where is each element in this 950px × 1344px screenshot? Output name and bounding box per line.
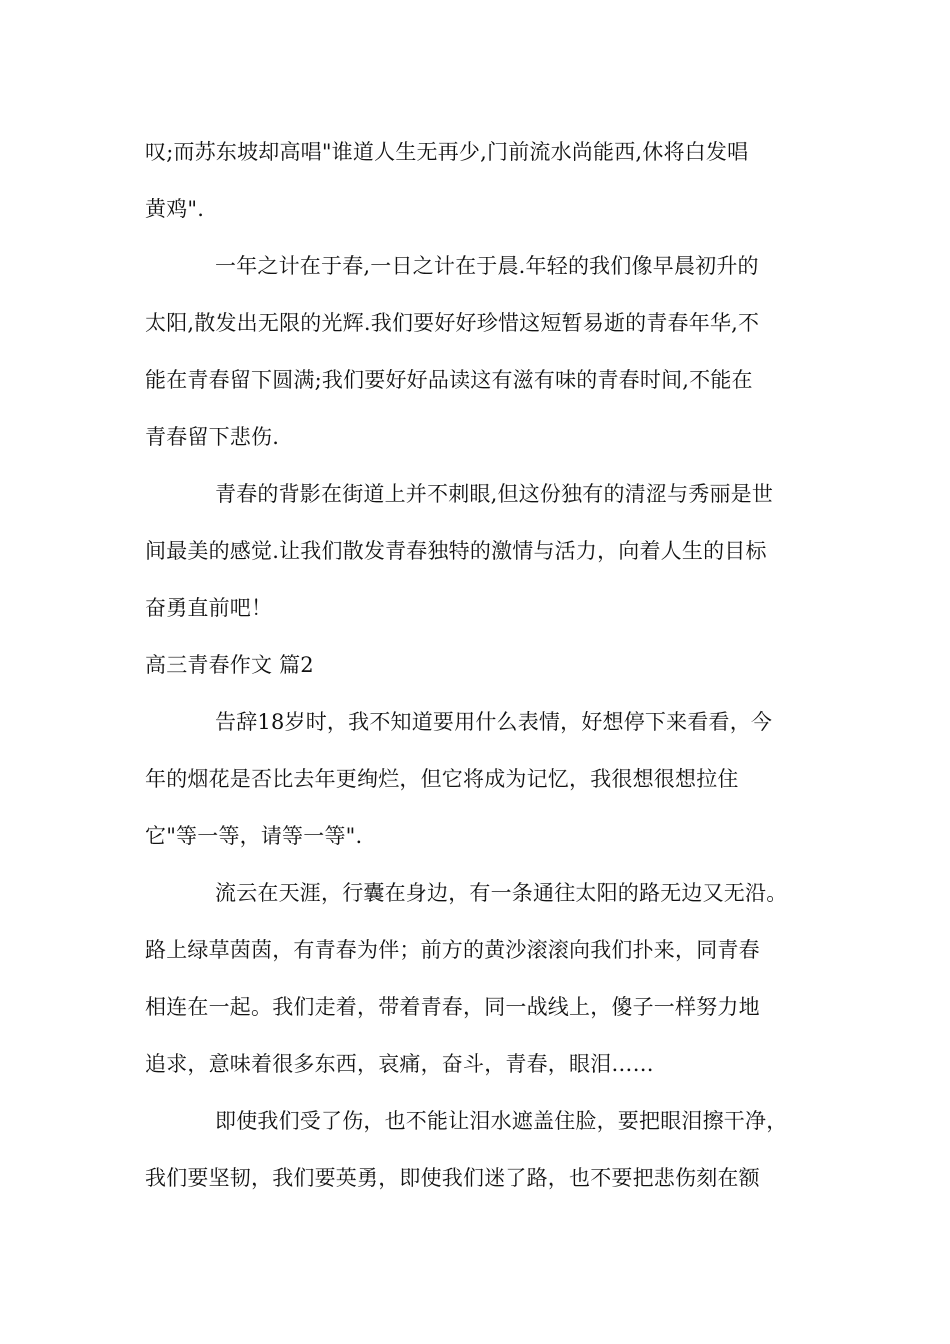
text-line: 间最美的感觉.让我们散发青春独特的激情与活力，向着人生的目标 [145, 539, 767, 563]
text-line: 年的烟花是否比去年更绚烂，但它将成为记忆，我很想很想拉住 [145, 767, 739, 791]
text-line: 太阳,散发出无限的光辉.我们要好好珍惜这短暂易逝的青春年华,不 [145, 311, 760, 335]
text-line: 它"等一等，请等一等". [145, 824, 363, 848]
text-line: 追求，意味着很多东西，哀痛，奋斗，青春，眼泪…… [145, 1052, 654, 1076]
paragraph-start-line: 青春的背影在街道上并不刺眼,但这份独有的清涩与秀丽是世 [215, 482, 774, 506]
paragraph-start-line: 告辞18岁时，我不知道要用什么表情，好想停下来看看，今 [215, 710, 773, 734]
paragraph-start-line: 一年之计在于春,一日之计在于晨.年轻的我们像早晨初升的 [215, 254, 759, 278]
text-line: 奋勇直前吧！ [145, 596, 273, 620]
paragraph-start-line: 流云在天涯，行囊在身边，有一条通往太阳的路无边又无沿。 [215, 881, 788, 905]
text-line: 青春留下悲伤. [145, 425, 280, 449]
text-line: 黄鸡". [145, 197, 205, 221]
text-line: 路上绿草茵茵，有青春为伴；前方的黄沙滚滚向我们扑来，同青春 [145, 938, 760, 962]
section-heading: 高三青春作文 篇2 [145, 653, 314, 677]
text-line: 能在青春留下圆满;我们要好好品读这有滋有味的青春时间,不能在 [145, 368, 753, 392]
text-line: 我们要坚韧，我们要英勇，即使我们迷了路，也不要把悲伤刻在额 [145, 1166, 760, 1190]
paragraph-start-line: 即使我们受了伤，也不能让泪水遮盖住脸，要把眼泪擦干净， [215, 1109, 788, 1133]
text-line: 叹;而苏东坡却高唱"谁道人生无再少,门前流水尚能西,休将白发唱 [145, 140, 749, 164]
text-line: 相连在一起。我们走着，带着青春，同一战线上，傻子一样努力地 [145, 995, 760, 1019]
